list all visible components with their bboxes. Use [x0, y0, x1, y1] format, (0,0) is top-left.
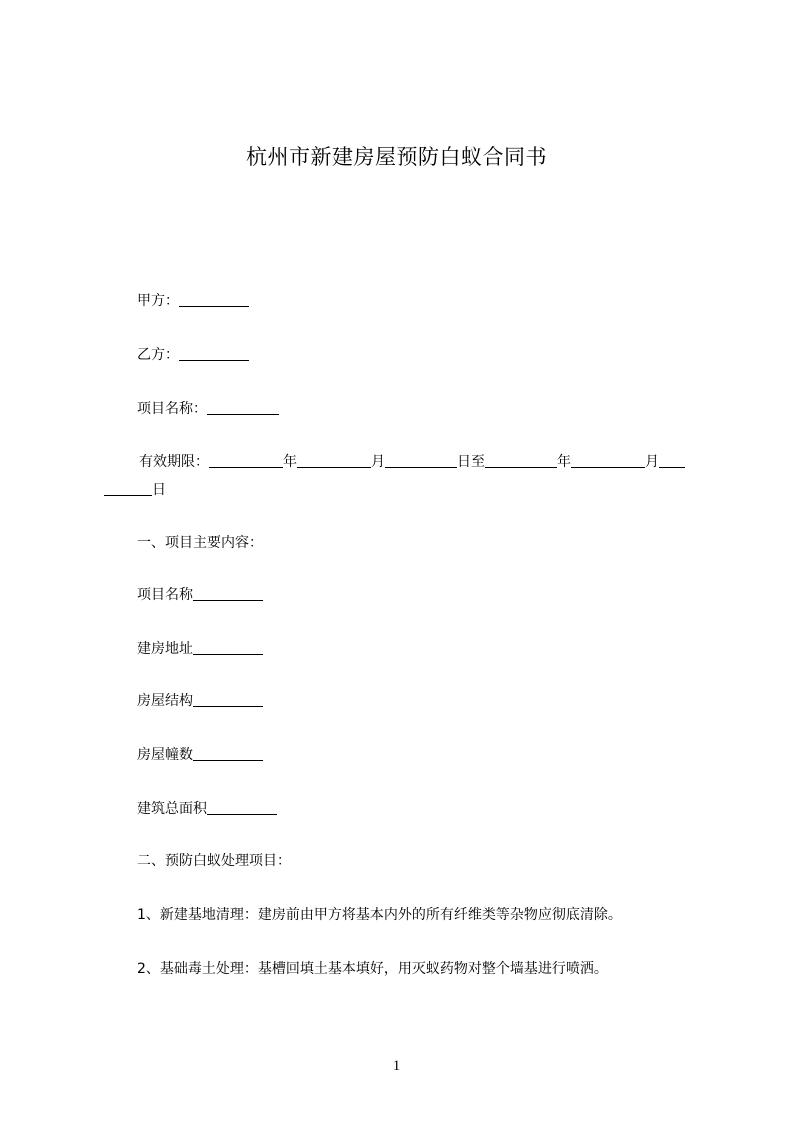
page-number: 1 [392, 1058, 401, 1074]
party-b-label: 乙方： [137, 347, 179, 363]
validity-line-continuation [104, 480, 166, 500]
validity-year2-blank [485, 453, 557, 468]
project-name-blank [207, 400, 279, 415]
document-title: 杭州市新建房屋预防白蚁合同书 [246, 145, 547, 169]
section1-item-label: 房屋结构 [137, 693, 193, 709]
party-a-label: 甲方： [137, 293, 179, 309]
section1-heading: 一、项目主要内容： [137, 535, 263, 551]
validity-month2-blank [571, 453, 645, 468]
section1-item-blank [193, 692, 263, 707]
section2-item-2: 2、基础毒土处理：基槽回填土基本填好，用灭蚁药物对整个墙基进行喷洒。 [137, 961, 608, 977]
section1-item-blank [193, 586, 263, 601]
validity-day2-unit: 日 [152, 482, 166, 498]
project-name-line [137, 399, 279, 419]
section1-item-blank [193, 746, 263, 761]
party-b-blank [179, 346, 249, 361]
section2-heading: 二、预防白蚁处理项目： [137, 853, 291, 869]
validity-year1-unit: 年 [283, 454, 297, 470]
validity-label: 有效期限： [139, 454, 209, 470]
project-name-label: 项目名称： [137, 401, 207, 417]
validity-line [139, 452, 685, 472]
validity-year1-blank [209, 453, 283, 468]
validity-day1-blank [385, 453, 457, 468]
section1-item-label: 建房地址 [137, 641, 193, 657]
section1-item-structure [137, 691, 263, 711]
section1-item-project-name [137, 585, 263, 605]
validity-day-to: 日至 [457, 454, 485, 470]
section1-item-label: 房屋幢数 [137, 747, 193, 763]
party-a-blank [179, 292, 249, 307]
party-a-line [137, 291, 249, 311]
section1-item-address [137, 639, 263, 659]
section1-item-building-count [137, 745, 263, 765]
validity-month1-blank [297, 453, 371, 468]
section1-item-blank [193, 640, 263, 655]
validity-day2-blank-part1 [659, 453, 685, 468]
validity-year2-unit: 年 [557, 454, 571, 470]
validity-month1-unit: 月 [371, 454, 385, 470]
validity-day2-blank-part2 [104, 481, 152, 496]
section1-item-label: 建筑总面积 [137, 801, 207, 817]
validity-month2-unit: 月 [645, 454, 659, 470]
section1-item-label: 项目名称 [137, 587, 193, 603]
party-b-line [137, 345, 249, 365]
section1-item-blank [207, 800, 277, 815]
section1-item-total-area [137, 799, 277, 819]
section2-item-1: 1、新建基地清理：建房前由甲方将基本内外的所有纤维类等杂物应彻底清除。 [137, 907, 622, 923]
